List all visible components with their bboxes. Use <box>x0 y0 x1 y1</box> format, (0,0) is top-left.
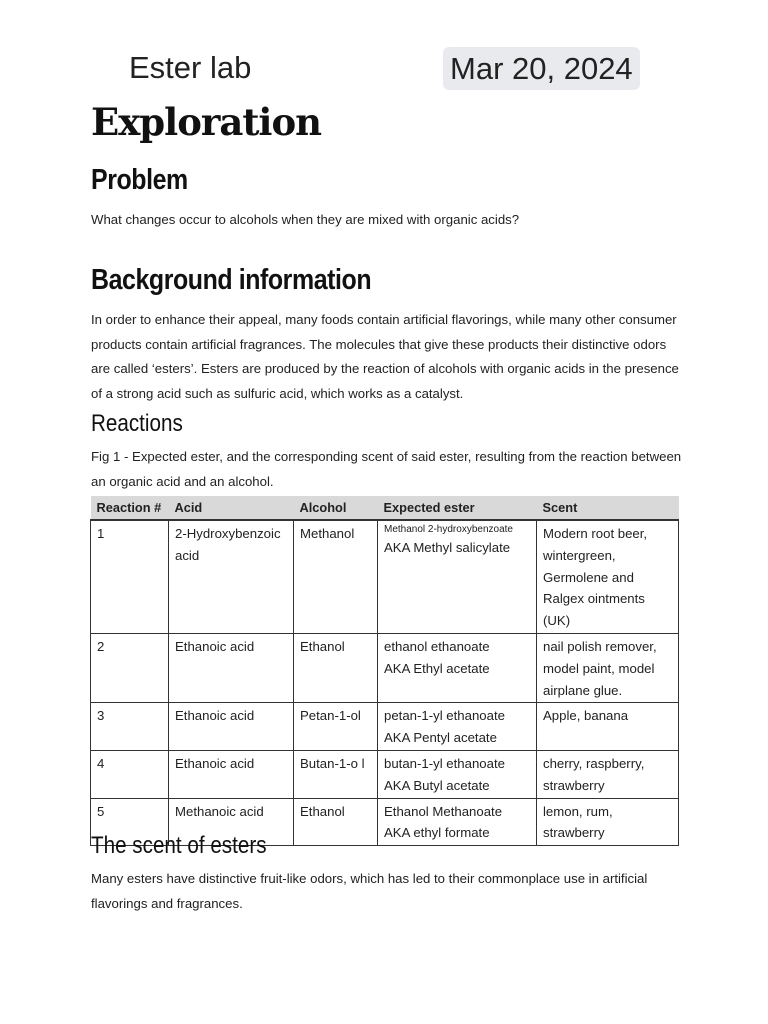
ester-common-name: AKA Pentyl acetate <box>384 730 497 746</box>
alcohol-cell: Ethanol <box>294 633 378 702</box>
ester-cell <box>378 798 537 846</box>
ester-systematic-name: Methanol 2-hydroxybenzoate <box>384 524 513 535</box>
ester-cell <box>378 520 537 633</box>
acid-cell: Ethanoic acid <box>169 703 294 751</box>
exploration-heading: Exploration <box>91 100 322 144</box>
date-chip[interactable]: Mar 20, 2024 <box>443 47 640 90</box>
reaction-number: 2 <box>91 633 169 702</box>
ester-common-name: AKA Methyl salicylate <box>384 540 511 555</box>
problem-heading: Problem <box>91 164 188 196</box>
figure-caption: Fig 1 - Expected ester, and the corresponding scent of said ester, resulting from the reaction between an organic acid and an alcohol. <box>91 449 682 489</box>
ester-common-name: AKA Ethyl acetate <box>384 660 490 676</box>
ester-cell <box>378 703 537 751</box>
scent-heading: The scent of esters <box>91 832 267 859</box>
background-text: In order to enhance their appeal, many foods contain artificial flavorings, while many other consumer products contain artificial fragrances. The molecules that give these products their distinctive odors are called ‘esters’. Esters are produced by the reaction of alcohols with organic acids in the presence of a strong acid such as sulfuric acid, which works as a catalyst. <box>91 312 679 401</box>
reactions-table <box>90 496 679 846</box>
column-header: Acid <box>169 496 294 520</box>
table-row <box>91 633 679 702</box>
scent-cell: lemon, rum, strawberry <box>537 798 679 846</box>
acid-cell: 2-Hydroxybenzoic acid <box>169 520 294 633</box>
alcohol-cell: Butan-1-o l <box>294 750 378 798</box>
ester-common-name: AKA Butyl acetate <box>384 777 490 793</box>
ester-systematic-name: butan-1-yl ethanoate <box>384 755 505 771</box>
reactions-heading: Reactions <box>91 410 183 437</box>
table-row <box>91 703 679 751</box>
alcohol-cell: Ethanol <box>294 798 378 846</box>
table-row <box>91 750 679 798</box>
column-header: Alcohol <box>294 496 378 520</box>
table-row <box>91 520 679 633</box>
background-heading: Background information <box>91 264 372 296</box>
ester-cell <box>378 750 537 798</box>
ester-systematic-name: petan-1-yl ethanoate <box>384 708 505 724</box>
scent-cell: Apple, banana <box>537 703 679 751</box>
ester-systematic-name: Ethanol Methanoate <box>384 803 503 819</box>
ester-common-name: AKA ethyl formate <box>384 825 490 841</box>
reaction-number: 4 <box>91 750 169 798</box>
scent-cell: Modern root beer, wintergreen, Germolene and Ralgex ointments (UK) <box>537 520 679 633</box>
reaction-number: 1 <box>91 520 169 633</box>
scent-text: Many esters have distinctive fruit-like odors, which has led to their commonplace use in artificial flavorings and fragrances. <box>91 871 648 911</box>
table-header-row <box>91 496 679 520</box>
alcohol-cell: Methanol <box>294 520 378 633</box>
reaction-number: 3 <box>91 703 169 751</box>
scent-cell: nail polish remover, model paint, model airplane glue. <box>537 633 679 702</box>
problem-text: What changes occur to alcohols when they are mixed with organic acids? <box>91 212 520 227</box>
document-title: Ester lab <box>129 50 252 85</box>
scent-cell: cherry, raspberry, strawberry <box>537 750 679 798</box>
reaction-number: 5 <box>91 798 169 846</box>
ester-cell <box>378 633 537 702</box>
column-header: Scent <box>537 496 679 520</box>
acid-cell: Methanoic acid <box>169 798 294 846</box>
column-header: Reaction # <box>91 496 169 520</box>
acid-cell: Ethanoic acid <box>169 750 294 798</box>
acid-cell: Ethanoic acid <box>169 633 294 702</box>
ester-systematic-name: ethanol ethanoate <box>384 638 490 654</box>
alcohol-cell: Petan-1-ol <box>294 703 378 751</box>
column-header: Expected ester <box>378 496 537 520</box>
